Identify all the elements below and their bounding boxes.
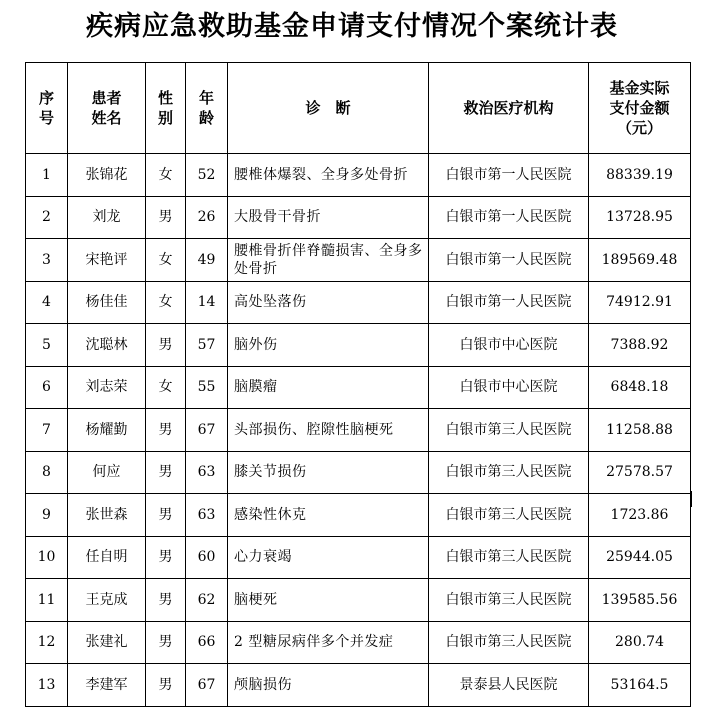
cell-diagnosis: 脑外伤 [228, 324, 429, 367]
header-hospital: 救治医疗机构 [429, 63, 589, 154]
cell-hospital: 白银市第一人民医院 [429, 154, 589, 197]
cell-amount: 53164.5 [589, 664, 691, 707]
header-index: 序 号 [26, 63, 68, 154]
cell-hospital: 白银市第三人民医院 [429, 409, 589, 452]
table-row [26, 196, 691, 239]
cell-patient-name: 任自明 [68, 536, 146, 579]
cell-diagnosis: 2 型糖尿病伴多个并发症 [228, 621, 429, 664]
cell-amount: 74912.91 [589, 281, 691, 324]
cell-gender: 男 [146, 409, 186, 452]
cell-index: 3 [26, 239, 68, 282]
cell-hospital: 白银市第三人民医院 [429, 579, 589, 622]
cell-diagnosis: 颅脑损伤 [228, 664, 429, 707]
cell-age: 26 [186, 196, 228, 239]
cell-hospital: 白银市中心医院 [429, 324, 589, 367]
cell-index: 2 [26, 196, 68, 239]
cell-hospital: 白银市第一人民医院 [429, 239, 589, 282]
cell-age: 52 [186, 154, 228, 197]
cell-patient-name: 杨耀勤 [68, 409, 146, 452]
cell-amount: 139585.56 [589, 579, 691, 622]
header-name: 患者 姓名 [68, 63, 146, 154]
cell-age: 49 [186, 239, 228, 282]
cell-age: 55 [186, 366, 228, 409]
cell-age: 66 [186, 621, 228, 664]
cell-gender: 男 [146, 621, 186, 664]
cell-diagnosis: 感染性休克 [228, 494, 429, 537]
cell-age: 60 [186, 536, 228, 579]
cell-amount: 1723.86 [589, 494, 691, 537]
cell-amount: 6848.18 [589, 366, 691, 409]
cell-age: 14 [186, 281, 228, 324]
cell-index: 12 [26, 621, 68, 664]
cell-amount: 27578.57 [589, 451, 691, 494]
cell-patient-name: 张世森 [68, 494, 146, 537]
cell-patient-name: 李建军 [68, 664, 146, 707]
table-row [26, 409, 691, 452]
cell-index: 7 [26, 409, 68, 452]
cell-gender: 男 [146, 579, 186, 622]
cell-gender: 男 [146, 494, 186, 537]
table-row [26, 621, 691, 664]
table-row [26, 579, 691, 622]
cell-gender: 男 [146, 664, 186, 707]
header-gender: 性 别 [146, 63, 186, 154]
cell-diagnosis: 腰椎体爆裂、全身多处骨折 [228, 154, 429, 197]
cell-hospital: 白银市第一人民医院 [429, 196, 589, 239]
cell-diagnosis: 腰椎骨折伴脊髓损害、全身多处骨折 [228, 239, 429, 282]
cell-amount: 88339.19 [589, 154, 691, 197]
cell-index: 6 [26, 366, 68, 409]
cell-diagnosis: 心力衰竭 [228, 536, 429, 579]
cell-index: 8 [26, 451, 68, 494]
cell-patient-name: 宋艳评 [68, 239, 146, 282]
cell-patient-name: 王克成 [68, 579, 146, 622]
cell-amount: 7388.92 [589, 324, 691, 367]
cell-gender: 女 [146, 154, 186, 197]
cell-gender: 女 [146, 281, 186, 324]
table-row [26, 154, 691, 197]
cell-diagnosis: 头部损伤、腔隙性脑梗死 [228, 409, 429, 452]
table-row [26, 281, 691, 324]
cell-hospital: 白银市第三人民医院 [429, 536, 589, 579]
cell-patient-name: 张锦花 [68, 154, 146, 197]
table-row [26, 451, 691, 494]
cell-patient-name: 何应 [68, 451, 146, 494]
cell-gender: 男 [146, 536, 186, 579]
cell-hospital: 白银市第一人民医院 [429, 281, 589, 324]
cell-hospital: 景泰县人民医院 [429, 664, 589, 707]
table-row [26, 366, 691, 409]
cell-patient-name: 刘龙 [68, 196, 146, 239]
cell-gender: 男 [146, 324, 186, 367]
cell-patient-name: 杨佳佳 [68, 281, 146, 324]
case-statistics-table [25, 62, 691, 707]
cell-index: 13 [26, 664, 68, 707]
cell-diagnosis: 脑膜瘤 [228, 366, 429, 409]
cell-age: 63 [186, 494, 228, 537]
cell-amount: 11258.88 [589, 409, 691, 452]
header-amount: 基金实际 支付金额 （元） [589, 63, 691, 154]
cell-gender: 男 [146, 451, 186, 494]
cell-patient-name: 沈聪林 [68, 324, 146, 367]
header-age: 年 龄 [186, 63, 228, 154]
cell-gender: 女 [146, 366, 186, 409]
text-cursor [690, 491, 692, 507]
cell-patient-name: 张建礼 [68, 621, 146, 664]
cell-age: 67 [186, 664, 228, 707]
cell-amount: 13728.95 [589, 196, 691, 239]
header-row [26, 63, 691, 154]
cell-age: 63 [186, 451, 228, 494]
cell-hospital: 白银市第三人民医院 [429, 494, 589, 537]
table-row [26, 494, 691, 537]
cell-patient-name: 刘志荣 [68, 366, 146, 409]
table-row [26, 536, 691, 579]
cell-gender: 男 [146, 196, 186, 239]
cell-amount: 189569.48 [589, 239, 691, 282]
table-row [26, 324, 691, 367]
table-row [26, 239, 691, 282]
page-title: 疾病应急救助基金申请支付情况个案统计表 [86, 11, 618, 42]
header-diagnosis: 诊 断 [228, 63, 429, 154]
cell-index: 5 [26, 324, 68, 367]
cell-age: 62 [186, 579, 228, 622]
cell-age: 57 [186, 324, 228, 367]
cell-diagnosis: 膝关节损伤 [228, 451, 429, 494]
cell-index: 1 [26, 154, 68, 197]
cell-amount: 280.74 [589, 621, 691, 664]
cell-diagnosis: 大股骨干骨折 [228, 196, 429, 239]
cell-hospital: 白银市第三人民医院 [429, 451, 589, 494]
cell-diagnosis: 高处坠落伤 [228, 281, 429, 324]
cell-hospital: 白银市中心医院 [429, 366, 589, 409]
cell-age: 67 [186, 409, 228, 452]
cell-amount: 25944.05 [589, 536, 691, 579]
cell-index: 9 [26, 494, 68, 537]
cell-index: 4 [26, 281, 68, 324]
cell-diagnosis: 脑梗死 [228, 579, 429, 622]
cell-gender: 女 [146, 239, 186, 282]
cell-index: 11 [26, 579, 68, 622]
cell-index: 10 [26, 536, 68, 579]
table-row [26, 664, 691, 707]
cell-hospital: 白银市第三人民医院 [429, 621, 589, 664]
